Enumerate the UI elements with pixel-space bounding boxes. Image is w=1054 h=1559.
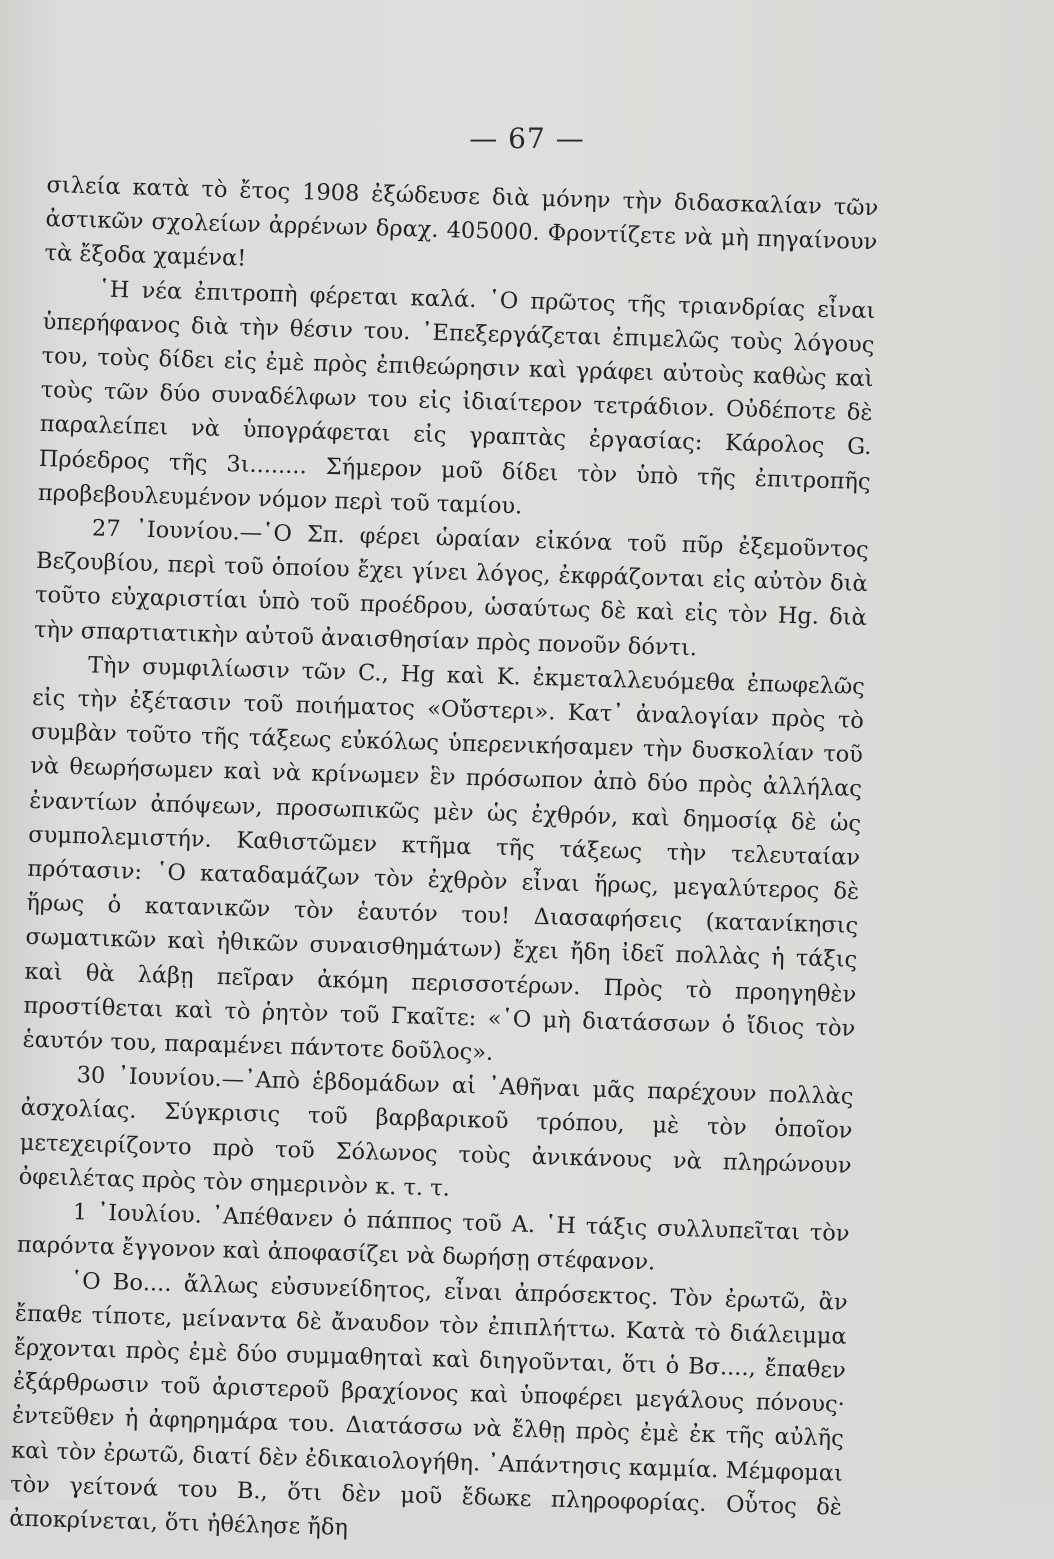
- paragraph-continuation: σιλεία κατὰ τὸ ἔτος 1908 ἐξώδευσε διὰ μόνην τὴν διδασκαλίαν τῶν ἀστικῶν σχολείων ἀρρένων δραχ. 405000. Φροντίζετε νὰ μὴ πηγαίνουν τὰ ἔξοδα χαμένα!: [44, 171, 879, 273]
- paragraph-committee: ῾Η νέα ἐπιτροπὴ φέρεται καλά. ῾Ο πρῶτος τῆς τριανδρίας εἶναι ὑπερήφανος διὰ τὴν θέσιν του. ᾿Επεξεργάζεται ἐπιμελῶς τοὺς λόγους του, τοὺς δίδει εἰς ἐμὲ πρὸς ἐπιθεώρησιν καὶ γράφει αὐτοὺς καθὼς καὶ τοὺς τῶν δύο συναδέλφων του εἰς ἰδιαίτερον τετράδιον. Οὐδέποτε δὲ παραλείπει νὰ ὑπογράφεται εἰς γραπτὰς ἐργασίας: Κάρολος G. Πρόεδρος τῆς 3ι........ Σήμερον μοῦ δίδει τὸν ὑπὸ τῆς ἐπιτροπῆς προβεβουλευμένον νόμον περὶ τοῦ ταμίου.: [37, 276, 876, 520]
- paragraph-june-27: 27 ᾿Ιουνίου.—῾Ο Σπ. φέρει ὡραίαν εἰκόνα τοῦ πῦρ ἐξεμοῦντος Βεζουβίου, περὶ τοῦ ὁποίου ἔχει γίνει λόγος, ἐκφράζονται εἰς αὐτὸν διὰ τοῦτο εὐχαριστίαι ὑπὸ τοῦ προέδρου, ὡσαύτως δὲ καὶ εἰς τὸν Hg. διὰ τὴν σπαρτιατικὴν αὐτοῦ ἀναισθησίαν πρὸς πονοῦν δόντι.: [33, 515, 870, 661]
- page-number: — 67 —: [469, 122, 585, 155]
- paragraph-bo: ῾Ο Βο.... ἄλλως εὐσυνείδητος, εἶναι ἀπρόσεκτος. Τὸν ἐρωτῶ, ἂν ἔπαθε τίποτε, μείναντα δὲ ἄναυδον τὸν ἐπιπλήττω. Κατὰ τὸ διάλειμμα ἔρχονται πρὸς ἐμὲ δύο συμμαθηταὶ καὶ διηγοῦνται, ὅτι ὁ Βσ...., ἔπαθεν ἐξάρθρωσιν τοῦ ἀριστεροῦ βραχίονος καὶ ὑποφέρει μεγάλους πόνους· ἐντεῦθεν ἡ ἀφηρημάρα του. Διατάσσω νὰ ἔλθῃ πρὸς ἐμὲ ἐκ τῆς αὐλῆς καὶ τὸν ἐρωτῶ, διατί δὲν ἐδικαιολογήθη. ᾿Απάντησις καμμία. Μέμφομαι τὸν γείτονά του Β., ὅτι δὲν μοῦ ἔδωκε πληροφορίας. Οὗτος δὲ ἀποκρίνεται, ὅτι ἠθέλησε ἤδη: [8, 1267, 849, 1541]
- paragraph-july-1: 1 ᾿Ιουλίου. ᾿Απέθανεν ὁ πάππος τοῦ Α. ῾Η τάξις συλλυπεῖται τὸν παρόντα ἔγγονον καὶ ἀποφασίζει νὰ δωρήσῃ στέφανον.: [16, 1199, 850, 1276]
- paragraph-reconciliation: Τὴν συμφιλίωσιν τῶν C., Hg καὶ Κ. ἐκμεταλλευόμεθα ἐπωφελῶς εἰς τὴν ἐξέτασιν τοῦ ποιήματος «Οὔστερι». Κατ᾿ ἀναλογίαν πρὸς τὸ συμβὰν τοῦτο τῆς τάξεως εὐκόλως ὑπερενικήσαμεν τὴν δυσκολίαν τοῦ νὰ θεωρήσωμεν καὶ νὰ κρίνωμεν ἓν πρόσωπον ἀπὸ δύο πρὸς ἀλλήλας ἐναντίων ἀπόψεων, προσωπικῶς μὲν ὡς ἐχθρόν, καὶ δημοσίᾳ δὲ ὡς συμπολεμιστήν. Καθιστῶμεν κτῆμα τῆς τάξεως τὴν τελευταίαν πρότασιν: ῾Ο καταδαμάζων τὸν ἐχθρὸν εἶναι ἥρως, μεγαλύτερος δὲ ἥρως ὁ κατανικῶν τὸν ἑαυτόν του! Διασαφήσεις (κατανίκησις σωματικῶν καὶ ἠθικῶν συναισθημάτων) ἔχει ἤδη ἰδεῖ πολλὰς ἡ τάξις καὶ θὰ λάβῃ πεῖραν ἀκόμη περισσοτέρων. Πρὸς τὸ προηγηθὲν προστίθεται καὶ τὸ ῥητὸν τοῦ Γκαῖτε: «῾Ο μὴ διατάσσων ὁ ἴδιος τὸν ἑαυτόν του, παραμένει πάντοτε δοῦλος».: [22, 652, 866, 1066]
- paragraph-june-30: 30 ᾿Ιουνίου.—᾿Απὸ ἑβδομάδων αἱ ᾿Αθῆναι μᾶς παρέχουν πολλὰς ἀσχολίας. Σύγκρισις τοῦ βαρβαρικοῦ τρόπου, μὲ τὸν ὁποῖον μετεχειρίζοντο πρὸ τοῦ Σόλωνος τοὺς ἀνικάνους νὰ πληρώνουν ὀφειλέτας πρὸς τὸν σημερινὸν κ. τ. τ.: [18, 1062, 854, 1202]
- body-text: [9, 168, 879, 1559]
